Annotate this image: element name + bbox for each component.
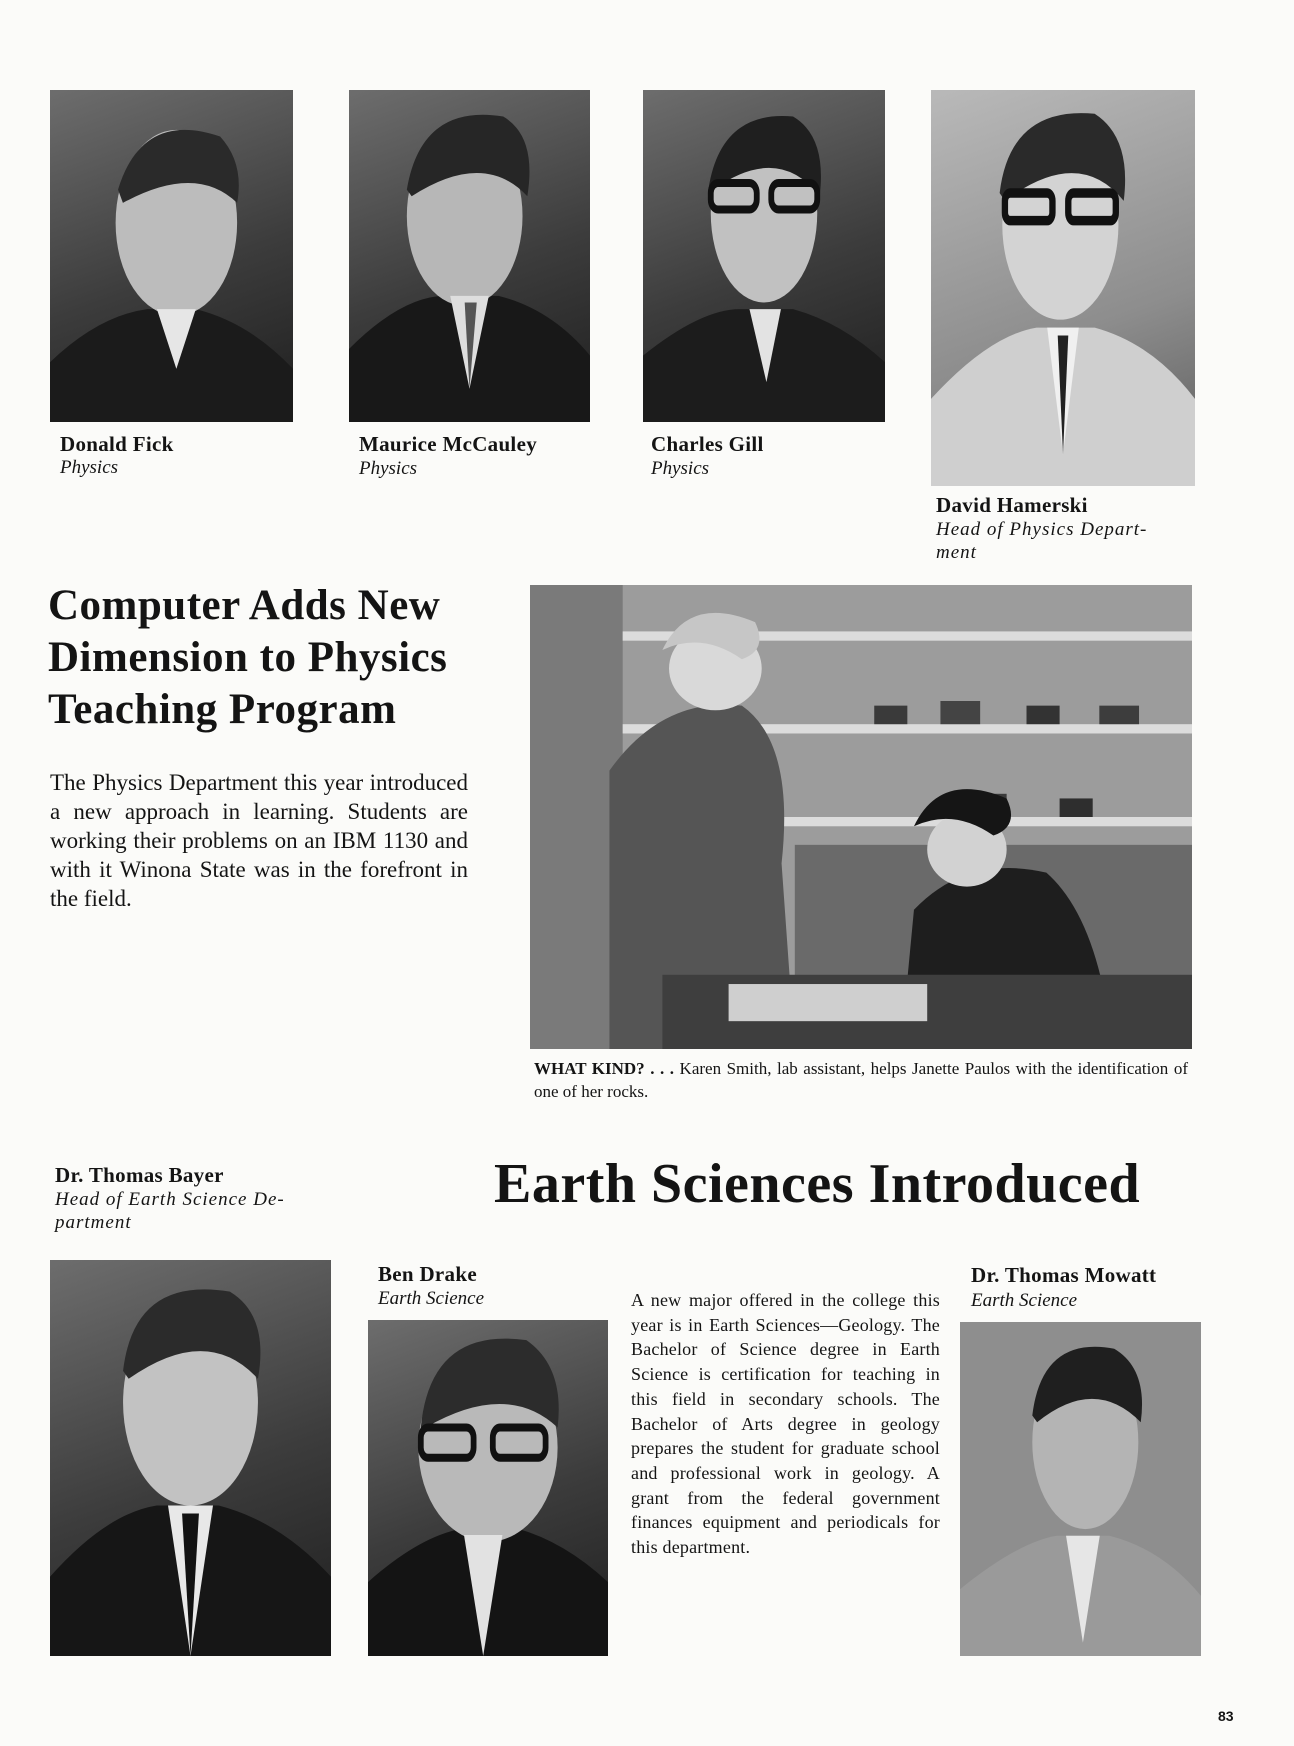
portrait-thomas-bayer [50, 1260, 331, 1656]
faculty-role: Physics [60, 457, 119, 478]
portrait-silhouette [368, 1320, 608, 1656]
portrait-charles-gill [643, 90, 885, 422]
lab-scene [530, 585, 1192, 1049]
faculty-role: Head of Earth Science De-partment [55, 1189, 285, 1233]
faculty-role: Earth Science [378, 1288, 485, 1309]
earth-article-body: A new major offered in the college this year is in Earth Sciences—Geology. The Bachelor of Science degree in Earth Science is certification for teaching in this field in secondary schools. The Bachelor of Arts degree in geology prepares the student for graduate school and professional work in geology. A grant from the federal government finances equipment and periodicals for this department. [631, 1290, 940, 1558]
faculty-name: Dr. Thomas Bayer [55, 1163, 224, 1187]
faculty-role: Physics [651, 458, 710, 479]
faculty-name: David Hamerski [936, 493, 1088, 517]
faculty-name: Dr. Thomas Mowatt [971, 1263, 1157, 1287]
faculty-name: Maurice McCauley [359, 432, 537, 456]
article-body: The Physics Department this year introduced a new approach in learning. Students are working their problems on an IBM 1130 and with it Winona State was in the forefront in the field. [50, 770, 468, 911]
portrait-david-hamerski [931, 90, 1195, 486]
lab-photo [530, 585, 1192, 1049]
portrait-maurice-mccauley [349, 90, 590, 422]
faculty-role: Earth Science [971, 1290, 1078, 1311]
faculty-name: Charles Gill [651, 432, 764, 456]
faculty-name: Donald Fick [60, 432, 174, 456]
lab-photo-caption [534, 1057, 1188, 1103]
portrait-silhouette [349, 90, 590, 422]
portrait-ben-drake [368, 1320, 608, 1656]
faculty-name: Ben Drake [378, 1262, 477, 1286]
portrait-silhouette [50, 90, 293, 422]
section-headline: Earth Sciences Introduced [494, 1153, 1141, 1215]
caption-lead: WHAT KIND? . . . [534, 1059, 675, 1078]
caption-text: Karen Smith, lab assistant, helps Janette Paulos with the identification of one of her rocks. [534, 1059, 1188, 1101]
page-number: 83 [1218, 1708, 1234, 1724]
portrait-donald-fick [50, 90, 293, 422]
portrait-silhouette [50, 1260, 331, 1656]
article-headline: Computer Adds New Dimension to Physics Teaching Program [48, 582, 448, 733]
faculty-role: Physics [359, 458, 418, 479]
portrait-silhouette [960, 1322, 1201, 1656]
portrait-thomas-mowatt [960, 1322, 1201, 1656]
faculty-role: Head of Physics Depart-ment [936, 519, 1148, 563]
portrait-silhouette [931, 90, 1195, 486]
portrait-silhouette [643, 90, 885, 422]
